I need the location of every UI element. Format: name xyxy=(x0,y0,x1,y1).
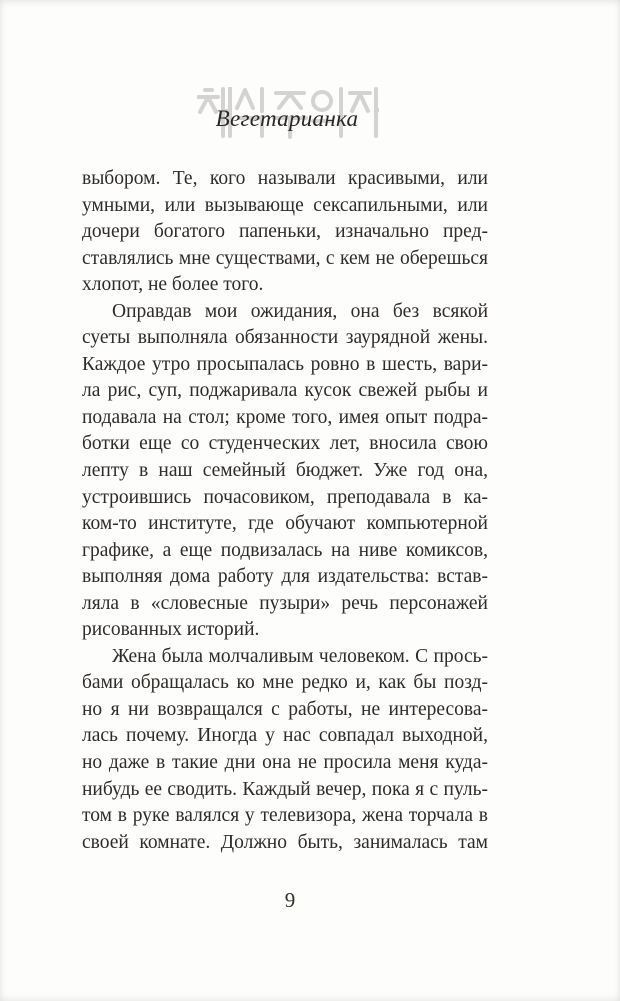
text-line: лепту в наш семейный бюджет. Уже год она, xyxy=(82,460,488,482)
text-line: но даже в такие дни она не просила меня куда- xyxy=(82,752,488,774)
running-header xyxy=(0,0,574,160)
text-line: том в руке валялся у телевизора, жена торчала в xyxy=(82,805,488,827)
text-line: ком-то институте, где обучают компьютерной xyxy=(82,513,488,535)
body-text xyxy=(82,166,488,856)
text-line: выполняя дома работу для издательства: встав- xyxy=(82,566,488,588)
text-line: рисованных историй. xyxy=(82,619,260,641)
text-line: Жена была молчаливым человеком. С прось- xyxy=(112,645,488,667)
page-number: 9 xyxy=(284,888,296,912)
text-line: ставлялись мне существами, с кем не оберешься xyxy=(82,247,488,269)
text-line: но я ни возвращался с работы, не интересова- xyxy=(82,698,488,720)
text-line: подавала на стол; кроме того, имея опыт подра- xyxy=(82,406,488,428)
text-line: графике, а еще подвизалась на ниве комиксов, xyxy=(82,539,488,561)
text-line: выбором. Те, кого называли красивыми, или xyxy=(82,168,488,189)
text-line: нибудь ее сводить. Каждый вечер, пока я с пуль- xyxy=(82,778,488,800)
text-line: суеты выполняла обязанности заурядной жены. xyxy=(82,327,488,349)
text-line: устроившись почасовиком, преподавала в ка- xyxy=(82,486,488,508)
text-line: ляла в «словесные пузыри» речь персонажей xyxy=(82,592,488,614)
text-line: своей комнате. Должно быть, занималась там xyxy=(82,831,488,853)
text-line: дочери богатого папеньки, изначально пред- xyxy=(82,221,488,243)
text-line: Оправдав мои ожидания, она без всякой xyxy=(112,300,488,322)
text-line: бами обращалась ко мне редко и, как бы позд- xyxy=(82,672,488,694)
running-title: Вегетарианка xyxy=(215,106,359,131)
text-line: Каждое утро просыпалась ровно в шесть, вари- xyxy=(82,353,488,375)
text-line: умными, или вызывающе сексапильными, или xyxy=(82,194,488,216)
text-line: ботки еще со студенческих лет, вносила свою xyxy=(82,433,488,455)
text-line: хлопот, не более того. xyxy=(82,274,264,296)
text-line: лась почему. Иногда у нас совпадал выходной, xyxy=(82,725,488,747)
text-line: ла рис, суп, поджаривала кусок свежей рыбы и xyxy=(82,380,488,402)
